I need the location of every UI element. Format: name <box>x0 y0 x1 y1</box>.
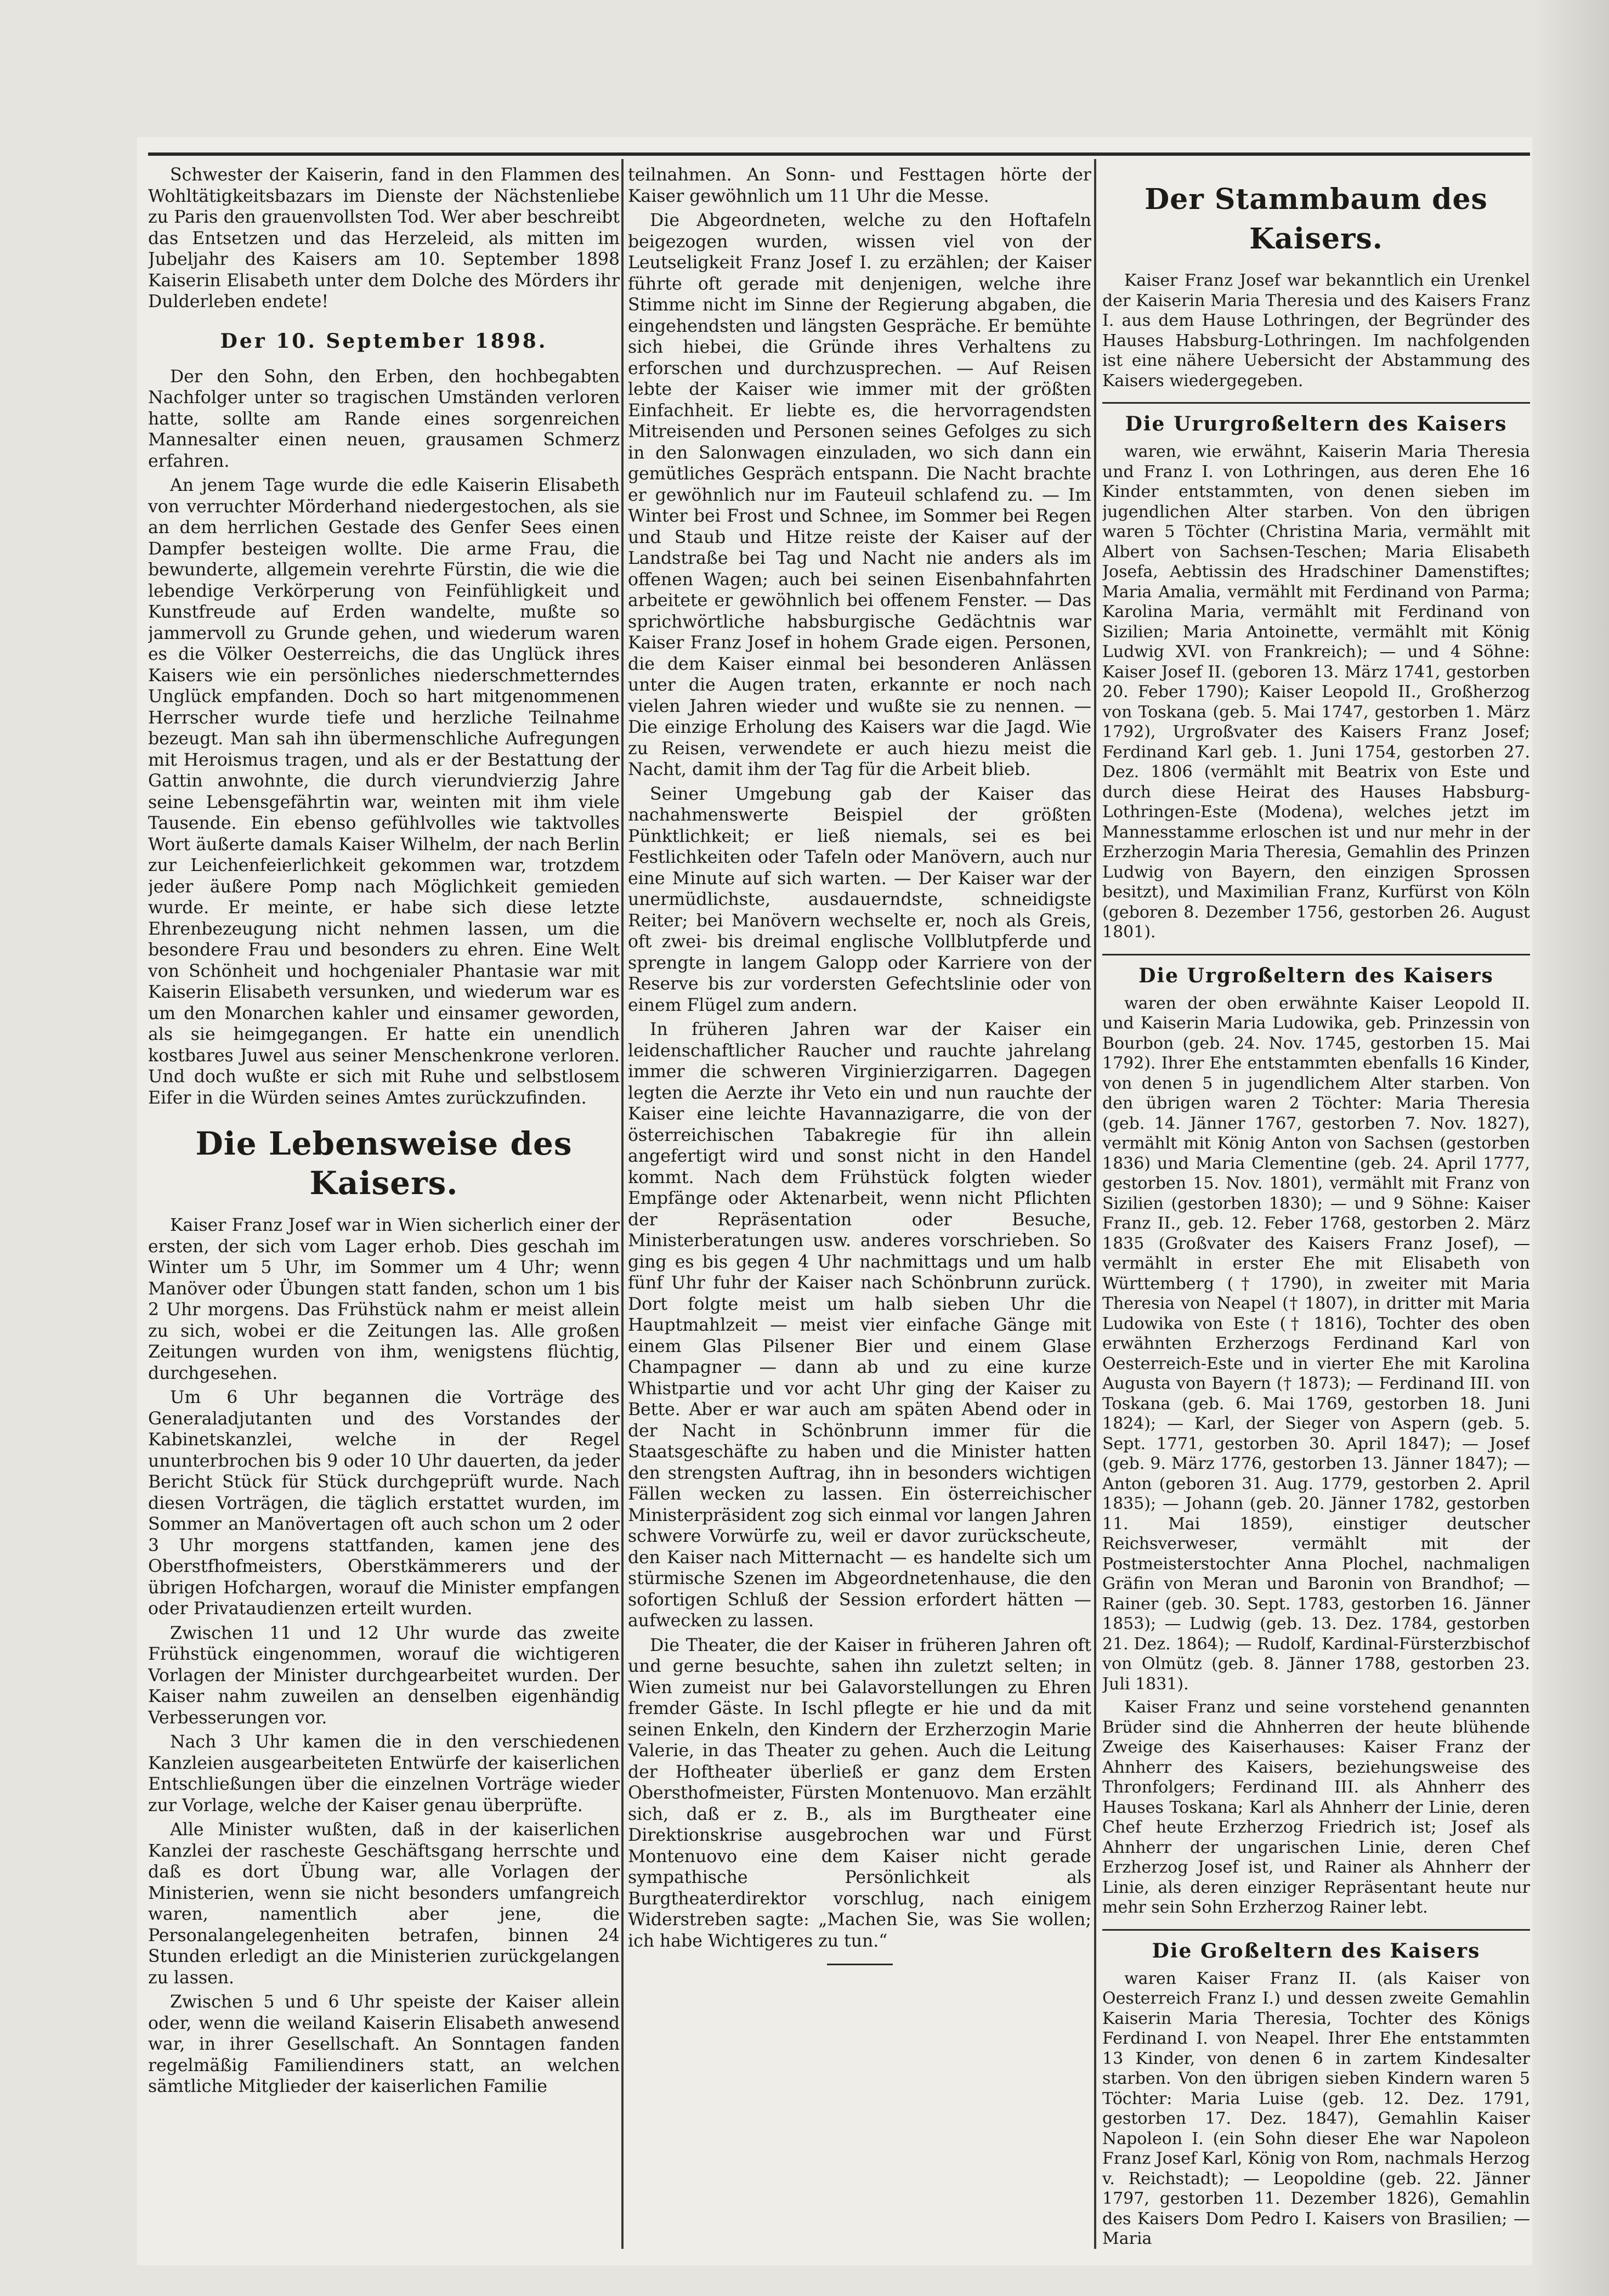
paragraph: Alle Minister wußten, daß in der kaiserlichen Kanzlei der rascheste Geschäftsgang herrschte und daß es dort Übung war, alle Vorlagen der Ministerien, wenn sie nicht besonders umfangreich waren, namentlich aber jene, die Personalangelegenheiten betrafen, binnen 24 Stunden erledigt an die Ministerien zurückgelangen zu lassen. <box>148 1820 620 1988</box>
column-3 <box>1102 165 1530 2249</box>
paragraph: Zwischen 11 und 12 Uhr wurde das zweite Frühstück eingenommen, worauf die wichtigeren Vorlagen der Minister durchgearbeitet wurden. Der Kaiser nahm zuweilen an denselben eigenhändig Verbesserungen vor. <box>148 1623 620 1728</box>
paragraph: Zwischen 5 und 6 Uhr speiste der Kaiser allein oder, wenn die weiland Kaiserin Elisabeth anwesend war, in ihrer Gesellschaft. An Sonntagen fanden regelmäßig Familiendiners statt, an welchen sämtliche Mitglieder der kaiserlichen Familie <box>148 1992 620 2096</box>
section-rule <box>1102 1929 1530 1931</box>
section-rule <box>1102 402 1530 404</box>
paragraph: In früheren Jahren war der Kaiser ein leidenschaftlicher Raucher und rauchte jahrelang immer die schweren Virginierzigarren. Dagegen legten die Aerzte ihr Veto ein und nun rauchte der Kaiser eine leichte Havannazigarre, die von der österreichischen Tabakregie für ihn allein angefertigt wird und sonst nicht in den Handel kommt. Nach dem Frühstück folgten wieder Empfänge oder Aktenarbeit, wenn nicht Pflichten der Repräsentation oder Besuche, Ministerberatungen usw. anderes vorschrieben. So ging es bis gegen 4 Uhr nachmittags und um halb fünf Uhr fuhr der Kaiser nach Schönbrunn zurück. Dort folgte meist um halb sieben Uhr die Hauptmahlzeit — meist vier einfache Gänge mit einem Glas Pilsener Bier und einem Glase Champagner — dann ab und zu eine kurze Whistpartie und vor acht Uhr ging der Kaiser zu Bette. Aber er war auch am späten Abend oder in der Nacht in Schönbrunn immer für die Staatsgeschäfte zu haben und die Minister hatten den strengsten Auftrag, ihn in besonders wichtigen Fällen wecken zu lassen. Ein österreichischer Ministerpräsident zog sich einmal vor langen Jahren schwere Vorwürfe zu, weil er davor zurückscheute, den Kaiser nach Mitternacht — es handelte sich um stürmische Szenen im Abgeordnetenhause, die den sofortigen Schluß der Session erfordert hätten — aufwecken zu lassen. <box>628 1020 1091 1631</box>
heading-10-september: Der 10. September 1898. <box>220 329 548 353</box>
paragraph: Kaiser Franz und seine vorstehend genannten Brüder sind die Ahnherren der heute blühende Zweige des Kaiserhauses: Kaiser Franz der Ahnherr des Kaisers, beziehungsweise des Thronfolgers; Ferdinand III. als Ahnherr des Hauses Toskana; Karl als Ahnherr der Linie, deren Chef heute Erzherzog Friedrich ist; Josef als Ahnherr der ungarischen Linie, deren Chef Erzherzog Josef ist, und Rainer als Ahnherr der Linie, als deren einziger Repräsentant heute nur mehr sein Sohn Erzherzog Rainer lebt. <box>1102 1698 1530 1917</box>
paragraph: An jenem Tage wurde die edle Kaiserin Elisabeth von verruchter Mörderhand niedergestochen, als sie an dem herrlichen Gestade des Genfer Sees einen Dampfer besteigen wollte. Die arme Frau, die bewunderte, allgemein verehrte Fürstin, die wie die lebendige Verkörperung von Feinfühligkeit und Kunstfreude auf Erden wandelte, mußte so jammervoll zu Grunde gehen, und wiederum waren es die Völker Oesterreichs, die das Unglück ihres Kaisers wie ein persönliches niederschmetterndes Unglück empfanden. Doch so hart mitgenommenen Herrscher wurde tiefe und herzliche Teilnahme bezeugt. Man sah ihn übermenschliche Aufregungen mit Heroismus tragen, und als er der Bestattung der Gattin anwohnte, die durch vierundvierzig Jahre seine Lebensgefährtin war, weinten mit ihm viele Tausende. Ein ebenso gefühlvolles wie taktvolles Wort äußerte damals Kaiser Wilhelm, der nach Berlin zur Leichenfeierlichkeit gekommen war, trotzdem jeder äußere Pomp nach Möglichkeit gemieden wurde. Er meinte, er habe sich diese letzte Ehrenbezeugung nicht nehmen lassen, um die besondere Frau und besonders zu ehren. Eine Welt von Schönheit und hochgenialer Phantasie war mit Kaiserin Elisabeth versunken, und wiederum war es um den Monarchen kahler und einsamer geworden, als sie heimgegangen. Er hatte ein unendlich kostbares Juwel aus seiner Menschenkrone verloren. Und doch wußte er sich mit Ruhe und selbstlosem Eifer in die Würden seines Amtes zurückzufinden. <box>148 476 620 1108</box>
paragraph: waren Kaiser Franz II. (als Kaiser von Oesterreich Franz I.) und dessen zweite Gemahlin Kaiserin Maria Theresia, Tochter des Königs Ferdinand I. von Neapel. Ihrer Ehe entstammten 13 Kinder, von denen 6 in zartem Kindesalter starben. Von den übrigen sieben Kindern waren 5 Töchter: Maria Luise (geb. 12. Dez. 1791, gestorben 17. Dez. 1847), Gemahlin Kaiser Napoleon I. (ein Sohn dieser Ehe war Napoleon Franz Josef Karl, König von Rom, nachmals Herzog v. Reichstadt); — Leopoldine (geb. 22. Jänner 1797, gestorben 11. Dezember 1826), Gemahlin des Kaisers Dom Pedro I. Kaisers von Brasilien; — Maria <box>1102 1969 1530 2248</box>
paragraph: Um 6 Uhr begannen die Vorträge des Generaladjutanten und des Vorstandes der Kabinetskanzlei, welche in der Regel ununterbrochen bis 9 oder 10 Uhr dauerten, da jeder Bericht Stück für Stück durchgeprüft wurde. Nach diesen Vorträgen, die täglich erstattet wurden, im Sommer an Manövertagen oft auch schon um 2 oder 3 Uhr morgens stattfanden, kamen jene des Oberstfhofmeisters, Oberstkämmerers und der übrigen Hofchargen, worauf die Minister empfangen oder Privataudienzen erteilt wurden. <box>148 1388 620 1619</box>
paragraph: waren, wie erwähnt, Kaiserin Maria Theresia und Franz I. von Lothringen, aus deren Ehe 16 Kinder entstammten, von denen sieben im jugendlichen Alter starben. Von den übrigen waren 5 Töchter (Christina Maria, vermählt mit Albert von Sachsen-Teschen; Maria Elisabeth Josefa, Aebtissin des Hradschiner Damenstiftes; Maria Amalia, vermählt mit Ferdinand von Parma; Karolina Maria, vermählt mit Ferdinand von Sizilien; Maria Antoinette, vermählt mit König Ludwig XVI. von Frankreich); — und 4 Söhne: Kaiser Josef II. (geboren 13. März 1741, gestorben 20. Feber 1790); Kaiser Leopold II., Großherzog von Toskana (geb. 5. Mai 1747, gestorben 1. März 1792), Urgroßvater des Kaisers Franz Josef; Ferdinand Karl geb. 1. Juni 1754, gestorben 27. Dez. 1806 (vermählt mit Beatrix von Este und durch diese Heirat des Hauses Habsburg-Lothringen-Este (Modena), welches jetzt im Mannesstamme erloschen ist und nur mehr in der Erzherzogin Maria Theresia, Gemahlin des Prinzen Ludwig von Bayern, den einzigen Sprossen besitzt), und Maximilian Franz, Kurfürst von Köln (geboren 8. Dezember 1756, gestorben 26. August 1801). <box>1102 442 1530 942</box>
heading-stammbaum: Der Stammbaum des Kaisers. <box>1145 183 1488 256</box>
subheading-ururgrosseltern: Die Ururgroßeltern des Kaisers <box>1125 412 1508 436</box>
column-divider-1 <box>621 159 624 2249</box>
subheading-urgrosseltern: Die Urgroßeltern des Kaisers <box>1138 964 1494 987</box>
heading-lebensweise: Die Lebensweise des Kaisers. <box>195 1125 573 1202</box>
paragraph: Der den Sohn, den Erben, den hochbegabten Nachfolger unter so tragischen Umständen verloren hatte, sollte am Rande eines sorgenreichen Mannesalter einen neuen, grausamen Schmerz erfahren. <box>148 366 620 471</box>
paragraph: Kaiser Franz Josef war in Wien sicherlich einer der ersten, der sich vom Lager erhob. Dies geschah im Winter um 5 Uhr, im Sommer um 4 Uhr; wenn Manöver oder Übungen statt fanden, schon um 1 bis 2 Uhr morgens. Das Frühstück nahm er meist allein zu sich, wobei er die Zeitungen las. Alle großen Zeitungen wurden von ihm, wenigstens flüchtig, durchgesehen. <box>148 1215 620 1383</box>
paragraph: teilnahmen. An Sonn- und Festtagen hörte der Kaiser gewöhnlich um 11 Uhr die Messe. <box>628 165 1091 206</box>
paragraph: Nach 3 Uhr kamen die in den verschiedenen Kanzleien ausgearbeiteten Entwürfe der kaiserlichen Entschließungen über die einzelnen Vorträge wieder zur Vorlage, welche der Kaiser genau überprüfte. <box>148 1732 620 1816</box>
column-divider-2 <box>1094 159 1096 2249</box>
column-2 <box>628 165 1091 2249</box>
paragraph: Seiner Umgebung gab der Kaiser das nachahmenswerte Beispiel der größten Pünktlichkeit; er ließ niemals, sei es bei Festlichkeiten oder Tafeln oder Manövern, auch nur eine Minute auf sich warten. — Der Kaiser war der unermüdlichste, ausdauerndste, schneidigste Reiter; bei Manövern wechselte er, noch als Greis, oft zwei- bis dreimal englische Vollblutpferde und sprengte in langem Galopp oder Karriere von der Reserve bis zur vordersten Gefechtslinie oder von einem Flügel zum andern. <box>628 784 1091 1015</box>
column-1 <box>148 165 620 2249</box>
paragraph: Kaiser Franz Josef war bekanntlich ein Urenkel der Kaiserin Maria Theresia und des Kaisers Franz I. aus dem Hause Lothringen, der Begründer des Hauses Habsburg-Lothringen. Im nachfolgenden ist eine nähere Uebersicht der Abstammung des Kaisers wiedergegeben. <box>1102 271 1530 391</box>
end-separator <box>827 1964 893 1965</box>
paragraph: Die Theater, die der Kaiser in früheren Jahren oft und gerne besuchte, sahen ihn zuletzt selten; in Wien zumeist nur bei Galavorstellungen zu Ehren fremder Gäste. In Ischl pflegte er hie und da mit seinen Enkeln, den Kindern der Erzherzogin Marie Valerie, in das Theater zu gehen. Auch die Leitung der Hoftheater überließ er ganz dem Ersten Obersthofmeister, Fürsten Montenuovo. Man erzählt sich, daß er z. B., als im Burgtheater eine Direktionskrise ausgebrochen war und Fürst Montenuovo eine dem Kaiser nicht gerade sympathische Persönlichkeit als Burgtheaterdirektor vorschlug, nach einigem Widerstreben sagte: „Machen Sie, was Sie wollen; ich habe Wichtigeres zu tun.“ <box>628 1635 1091 1951</box>
top-rule <box>148 152 1530 156</box>
intro-paragraph: Schwester der Kaiserin, fand in den Flammen des Wohltätigkeitsbazars im Dienste der Nächstenliebe zu Paris den grauenvollsten Tod. Wer aber beschreibt das Entsetzen und das Herzeleid, als mitten im Jubeljahr des Kaisers am 10. September 1898 Kaiserin Elisabeth unter dem Dolche des Mörders ihr Dulderleben endete! <box>148 165 620 312</box>
paragraph: Die Abgeordneten, welche zu den Hoftafeln beigezogen wurden, wissen viel von der Leutseligkeit Franz Josef I. zu erzählen; der Kaiser führte oft gerade mit denjenigen, welche ihre Stimme nicht im Sinne der Regierung abgaben, die eingehendsten und längsten Gespräche. Er bemühte sich hiebei, die Gründe ihres Verhaltens zu erforschen und durchzusprechen. — Auf Reisen lebte der Kaiser wie immer mit der größten Einfachheit. Er liebte es, die hervorragendsten Mitreisenden und Personen seines Gefolges zu sich in den Salonwagen einzuladen, wo sich dann ein gemütliches Gespräch entspann. Die Nacht brachte er gewöhnlich nur im Fauteuil schlafend zu. — Im Winter bei Frost und Schnee, im Sommer bei Regen und Staub und Hitze reiste der Kaiser auf der Landstraße bei Tag und Nacht nie anders als im offenen Wagen; auch bei seinen Eisenbahnfahrten arbeitete er gewöhnlich bei offenem Fenster. — Das sprichwörtliche habsburgische Gedächtnis war Kaiser Franz Josef in hohem Grade eigen. Personen, die dem Kaiser einmal bei besonderen Anlässen unter die Augen traten, erkannte er noch nach vielen Jahren wieder und wußte sie zu nennen. — Die einzige Erholung des Kaisers war die Jagd. Wie zu Reisen, verwendete er auch hiezu meist die Nacht, damit ihm der Tag für die Arbeit blieb. <box>628 211 1091 779</box>
subheading-grosseltern: Die Großeltern des Kaisers <box>1152 1939 1481 1963</box>
section-rule <box>1102 954 1530 955</box>
paragraph: waren der oben erwähnte Kaiser Leopold II. und Kaiserin Maria Ludowika, geb. Prinzessin von Bourbon (geb. 24. Nov. 1745, gestorben 15. Mai 1792). Ihrer Ehe entstammten ebenfalls 16 Kinder, von denen 5 in jugendlichem Alter starben. Von den übrigen waren 2 Töchter: Maria Theresia (geb. 14. Jänner 1767, gestorben 7. Nov. 1827), vermählt mit König Anton von Sachsen (gestorben 1836) und Maria Clementine (geb. 24. April 1777, gestorben 15. Nov. 1801), vermählt mit Franz von Sizilien (gestorben 1830); — und 9 Söhne: Kaiser Franz II., geb. 12. Feber 1768, gestorben 2. März 1835 (Großvater des Kaisers Franz Josef), — vermählt in erster Ehe mit Elisabeth von Württemberg († 1790), in zweiter mit Maria Theresia von Neapel († 1807), in dritter mit Maria Ludowika von Este († 1816), Tochter des oben erwähnten Erzherzogs Ferdinand Karl von Oesterreich-Este und in vierter Ehe mit Karolina Augusta von Bayern († 1873); — Ferdinand III. von Toskana (geb. 6. Mai 1769, gestorben 18. Juni 1824); — Karl, der Sieger von Aspern (geb. 5. Sept. 1771, gestorben 30. April 1847); — Josef (geb. 9. März 1776, gestorben 13. Jänner 1847); — Anton (geboren 31. Aug. 1779, gestorben 2. April 1835); — Johann (geb. 20. Jänner 1782, gestorben 11. Mai 1859), einstiger deutscher Reichsverweser, vermählt mit der Postmeisterstochter Anna Plochel, nachmaligen Gräfin von Meran und Baronin von Brandhof; — Rainer (geb. 30. Sept. 1783, gestorben 16. Jänner 1853); — Ludwig (geb. 13. Dez. 1784, gestorben 21. Dez. 1864); — Rudolf, Kardinal-Fürsterzbischof von Olmütz (geb. 8. Jänner 1788, gestorben 23. Juli 1831). <box>1102 993 1530 1694</box>
page-edge-shadow <box>1532 0 1609 2296</box>
